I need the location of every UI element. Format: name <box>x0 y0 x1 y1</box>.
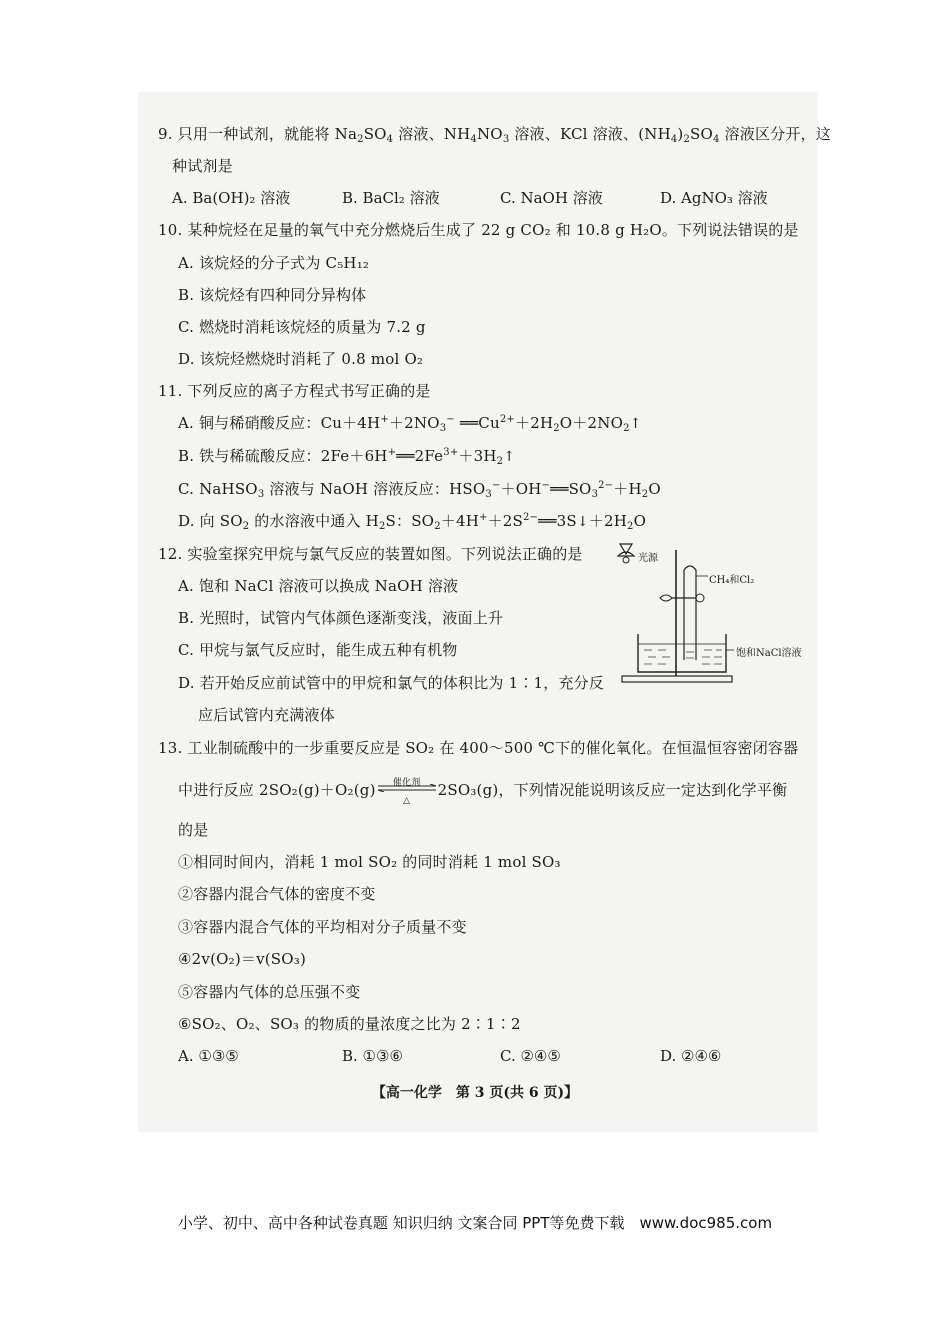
q11-option-a: A. 铜与稀硝酸反应：$Cu+4H^++2NO_3^-$ $══Cu^{2+}+2H_2O+2NO_2↑$ <box>178 414 642 434</box>
q12-option-d-line1: D. 若开始反应前试管中的甲烷和氯气的体积比为 1∶1，充分反 <box>178 674 605 692</box>
q11-option-d: D. 向 $SO_2$ 的水溶液中通入 $H_2S$：$SO_2+4H^++2S^{2-}══3S↓+2H_2O$ <box>178 512 647 532</box>
q10-option-d: D. 该烷烃燃烧时消耗了 0.8 mol O₂ <box>178 350 424 368</box>
q13-item-2: ②容器内混合气体的密度不变 <box>178 885 376 903</box>
q9-option-c: C. NaOH 溶液 <box>500 189 603 207</box>
q13-item-6: ⑥SO₂、O₂、SO₃ 的物质的量浓度之比为 2∶1∶2 <box>178 1015 521 1033</box>
methane-chlorine-apparatus <box>612 540 802 694</box>
q10-stem: 10. 某种烷烃在足量的氧气中充分燃烧后生成了 22 g CO₂ 和 10.8 g H₂O。下列说法错误的是 <box>158 221 799 239</box>
download-banner[interactable]: 小学、初中、高中各种试卷真题 知识归纳 文案合同 PPT等免费下载 www.doc985.com <box>177 1214 773 1232</box>
q12-stem: 12. 实验室探究甲烷与氯气反应的装置如图。下列说法正确的是 <box>158 545 583 563</box>
page-footer: 【高一化学 第 3 页(共 6 页)】 <box>371 1085 579 1101</box>
q9-option-d: D. AgNO₃ 溶液 <box>660 189 768 207</box>
q10-option-b: B. 该烷烃有四种同分异构体 <box>178 286 367 304</box>
q13-item-1: ①相同时间内，消耗 1 mol SO₂ 的同时消耗 1 mol SO₃ <box>178 853 561 871</box>
solution-label: 饱和NaCl溶液 <box>736 648 802 659</box>
q12-option-a: A. 饱和 NaCl 溶液可以换成 NaOH 溶液 <box>178 577 459 595</box>
q12-option-d-line2: 应后试管内充满液体 <box>198 706 335 724</box>
q9-stem-line2: 种试剂是 <box>172 157 233 175</box>
q13-item-3: ③容器内混合气体的平均相对分子质量不变 <box>178 918 467 936</box>
q13-option-b: B. ①③⑥ <box>342 1047 403 1065</box>
q10-option-a: A. 该烷烃的分子式为 C₅H₁₂ <box>178 254 370 272</box>
q12-option-b: B. 光照时，试管内气体颜色逐渐变浅，液面上升 <box>178 609 504 627</box>
q13-stem-line3: 的是 <box>178 821 209 839</box>
q13-item-5: ⑤容器内气体的总压强不变 <box>178 983 361 1001</box>
gas-label: CH₄和Cl₂ <box>709 575 755 586</box>
q11-option-c: C. NaHSO$_3$ 溶液与 NaOH 溶液反应：$HSO_3^-+OH^-══SO_3^{2-}+H_2O$ <box>178 480 661 500</box>
q11-option-b: B. 铁与稀硫酸反应：$2Fe+6H^+══2Fe^{3+}+3H_2↑$ <box>178 447 516 467</box>
q13-option-a: A. ①③⑤ <box>178 1047 239 1065</box>
q12-option-c: C. 甲烷与氯气反应时，能生成五种有机物 <box>178 641 458 659</box>
q13-option-c: C. ②④⑤ <box>500 1047 561 1065</box>
q10-option-c: C. 燃烧时消耗该烷烃的质量为 7.2 g <box>178 318 426 336</box>
q9-stem-line1: 9. 只用一种试剂，就能将 $Na_2SO_4$ 溶液、$NH_4NO_3$ 溶液、KCl 溶液、$(NH_4)_2SO_4$ 溶液区分开，这 <box>158 125 831 145</box>
q9-option-a: A. Ba(OH)₂ 溶液 <box>172 189 291 207</box>
q13-stem-line2: 中进行反应 2SO₂(g)＋O₂(g) 催化剂 △ 2SO₃(g)，下列情况能说明该反应一定达到化学平衡 <box>178 778 788 806</box>
reversible-arrow: 催化剂 △ <box>376 781 438 801</box>
q11-stem: 11. 下列反应的离子方程式书写正确的是 <box>158 382 431 400</box>
q13-option-d: D. ②④⑥ <box>660 1047 722 1065</box>
q13-stem-line1: 13. 工业制硫酸中的一步重要反应是 SO₂ 在 400～500 ℃下的催化氧化。在恒温恒容密闭容器 <box>158 739 799 757</box>
q13-item-4: ④2v(O₂)＝v(SO₃) <box>178 950 307 968</box>
q9-option-b: B. BaCl₂ 溶液 <box>342 189 440 207</box>
light-source-label: 光源 <box>638 553 658 564</box>
